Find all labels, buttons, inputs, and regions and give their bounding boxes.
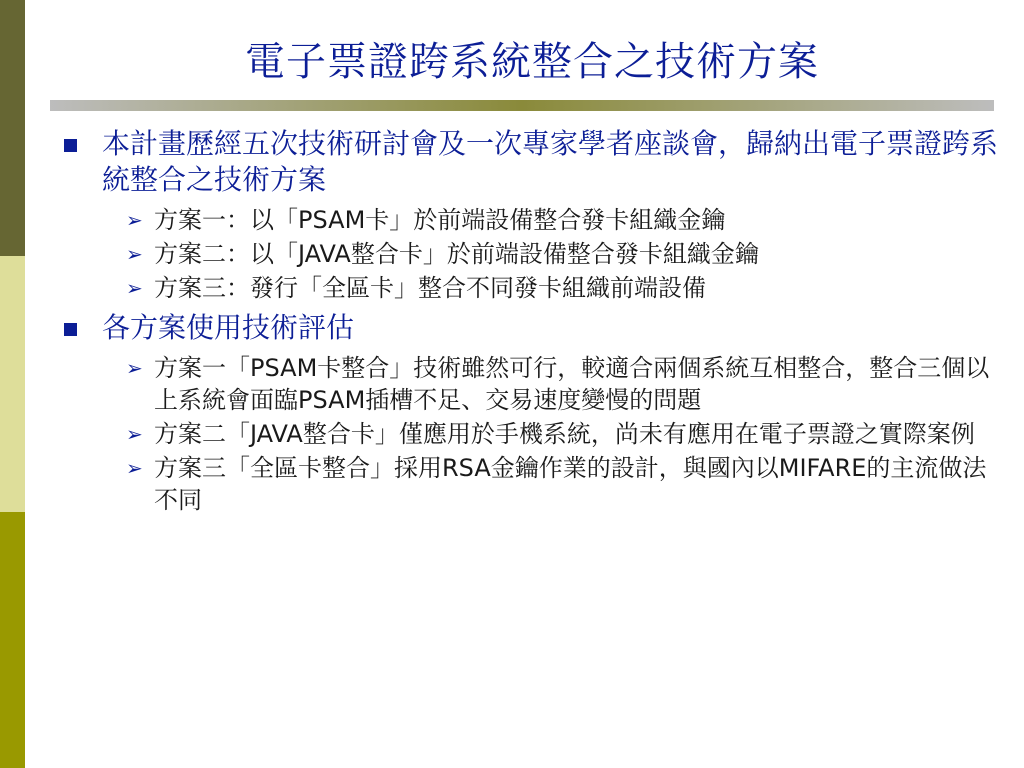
sub-bullet-item (60, 352, 1000, 416)
sub-bullet-item (60, 272, 1000, 304)
sub-bullet-text: 方案二：以「JAVA整合卡」於前端設備整合發卡組織金鑰 (154, 240, 759, 268)
sub-bullet-item (60, 204, 1000, 236)
sub-bullet-text: 方案一「PSAM卡整合」技術雖然可行，較適合兩個系統互相整合，整合三個以上系統會面臨PSAM插槽不足、交易速度變慢的問題 (154, 354, 990, 414)
side-bar-top (0, 0, 25, 256)
sub-bullet-item (60, 452, 1000, 516)
arrow-bullet-icon: ➢ (126, 276, 143, 300)
arrow-bullet-icon: ➢ (126, 422, 143, 446)
square-bullet-icon (64, 323, 77, 336)
bullet-text: 各方案使用技術評估 (102, 311, 355, 344)
sub-bullet-text: 方案三：發行「全區卡」整合不同發卡組織前端設備 (154, 274, 706, 302)
arrow-bullet-icon: ➢ (126, 356, 143, 380)
arrow-bullet-icon: ➢ (126, 208, 143, 232)
bullet-text: 本計畫歷經五次技術研討會及一次專家學者座談會，歸納出電子票證跨系統整合之技術方案 (102, 127, 999, 196)
title-divider (50, 100, 994, 111)
side-bar-bottom (0, 512, 25, 768)
sub-bullet-item (60, 418, 1000, 450)
square-bullet-icon (64, 139, 77, 152)
sub-bullet-text: 方案三「全區卡整合」採用RSA金鑰作業的設計，與國內以MIFARE的主流做法不同 (154, 454, 987, 514)
sub-bullet-item (60, 238, 1000, 270)
sub-bullet-text: 方案一：以「PSAM卡」於前端設備整合發卡組織金鑰 (154, 206, 726, 234)
bullet-item (60, 310, 1000, 346)
slide-title: 電子票證跨系統整合之技術方案 (245, 39, 819, 85)
side-bar-middle (0, 256, 25, 512)
bullet-item (60, 126, 1000, 198)
arrow-bullet-icon: ➢ (126, 456, 143, 480)
sub-bullet-text: 方案二「JAVA整合卡」僅應用於手機系統，尚未有應用在電子票證之實際案例 (154, 420, 975, 448)
arrow-bullet-icon: ➢ (126, 242, 143, 266)
slide-content (60, 126, 1000, 518)
